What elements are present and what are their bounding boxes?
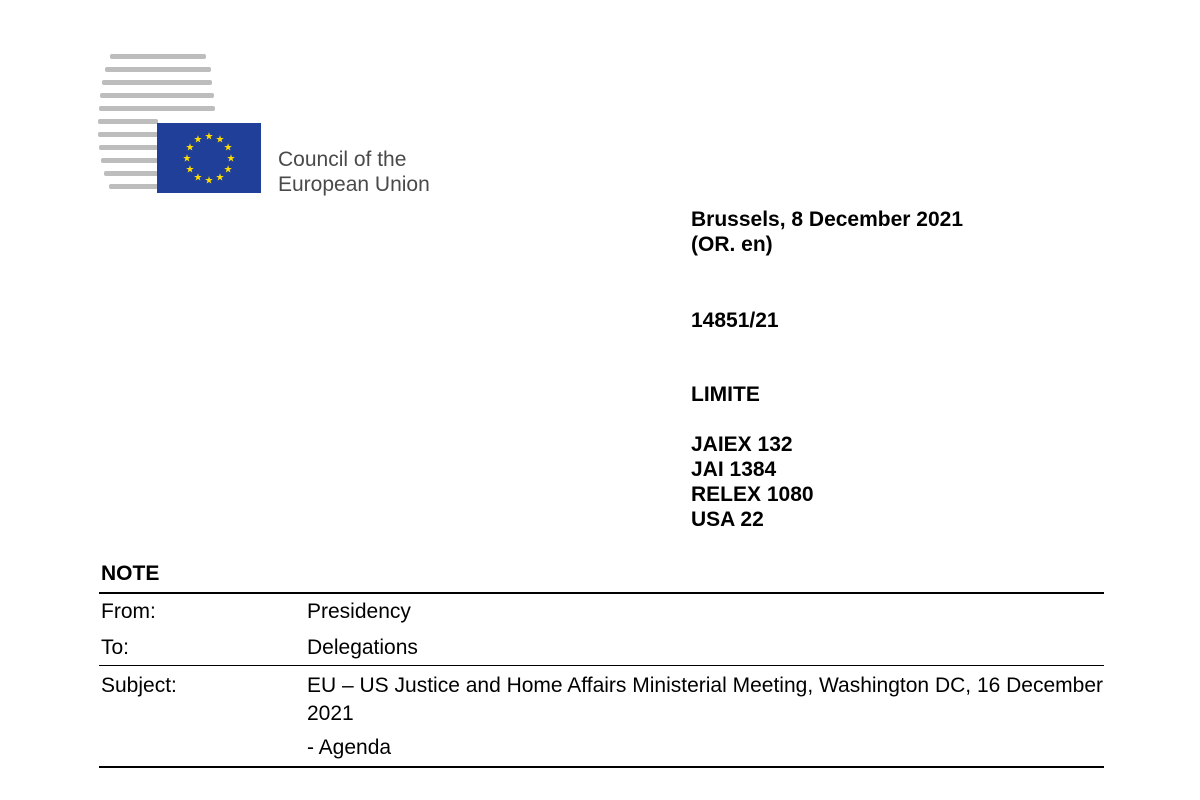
code-item: JAIEX 132 (691, 433, 793, 456)
divider (99, 665, 1104, 666)
organization-name (278, 147, 430, 197)
date-line: Brussels, 8 December 2021 (691, 208, 964, 231)
star-icon: ★ (223, 164, 233, 176)
from-value: Presidency (307, 600, 411, 623)
eu-flag-icon (157, 123, 261, 193)
star-icon: ★ (223, 142, 233, 154)
code-item: JAI 1384 (691, 458, 777, 481)
subject-value: EU – US Justice and Home Affairs Ministerial Meeting, Washington DC, 16 December 2021 (307, 674, 1104, 725)
star-icon: ★ (185, 142, 195, 154)
code-item: RELEX 1080 (691, 483, 814, 506)
from-label: From: (101, 600, 156, 623)
star-icon: ★ (182, 153, 192, 165)
to-label: To: (101, 636, 130, 659)
document-codes (691, 432, 814, 532)
code-item: USA 22 (691, 508, 764, 531)
divider (99, 592, 1104, 594)
to-value: Delegations (307, 636, 418, 659)
star-icon: ★ (185, 164, 195, 176)
star-icon: ★ (226, 153, 236, 165)
subject-suffix: - Agenda (307, 736, 392, 759)
classification-label: LIMITE (691, 383, 760, 406)
divider (99, 766, 1104, 768)
star-icon: ★ (215, 134, 225, 146)
original-language: (OR. en) (691, 233, 773, 256)
org-name-line2: European Union (278, 173, 430, 196)
star-icon: ★ (193, 172, 203, 184)
star-icon: ★ (193, 134, 203, 146)
note-title: NOTE (101, 562, 160, 585)
subject-label: Subject: (101, 674, 177, 697)
star-icon: ★ (204, 175, 214, 187)
star-icon: ★ (204, 131, 214, 143)
council-logo (98, 52, 478, 197)
star-icon: ★ (215, 172, 225, 184)
document-number: 14851/21 (691, 309, 779, 332)
org-name-line1: Council of the (278, 148, 407, 171)
